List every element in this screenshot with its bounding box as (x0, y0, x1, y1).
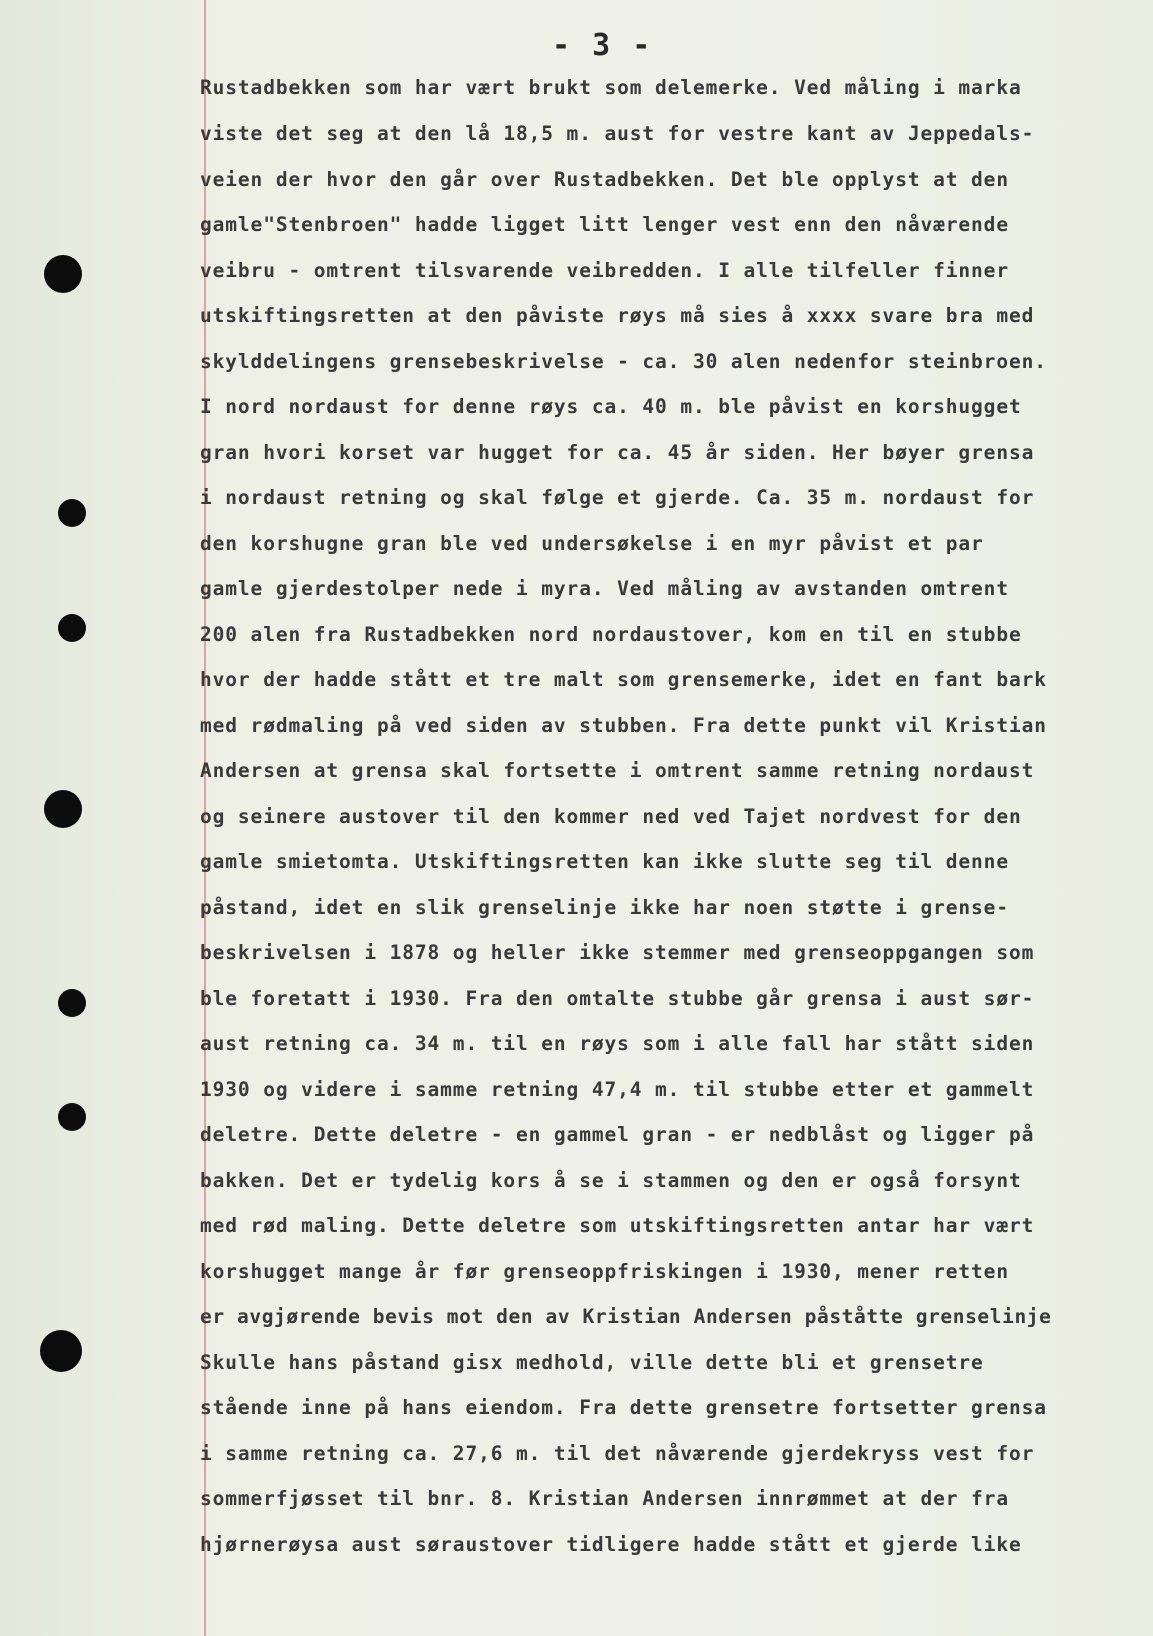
text-line: 200 alen fra Rustadbekken nord nordaustover, kom en til en stubbe (200, 623, 1022, 646)
text-line: Andersen at grensa skal fortsette i omtrent samme retning nordaust (200, 759, 1035, 782)
text-line: hjørnerøysa aust søraustover tidligere hadde stått et gjerde like (200, 1533, 1022, 1556)
text-line: sommerfjøsset til bnr. 8. Kristian Andersen innrømmet at der fra (200, 1487, 1009, 1510)
text-line: stående inne på hans eiendom. Fra dette grensetre fortsetter grensa (200, 1396, 1047, 1419)
punch-hole (44, 790, 82, 828)
text-line: Rustadbekken som har vært brukt som delemerke. Ved måling i marka (200, 76, 1022, 99)
text-line: gamle smietomta. Utskiftingsretten kan ikke slutte seg til denne (200, 850, 1009, 873)
text-line: bakken. Det er tydelig kors å se i stammen og den er også forsynt (200, 1169, 1022, 1192)
text-line: i samme retning ca. 27,6 m. til det nåværende gjerdekryss vest for (200, 1442, 1035, 1465)
text-line: med rødmaling på ved siden av stubben. Fra dette punkt vil Kristian (200, 714, 1047, 737)
text-line: beskrivelsen i 1878 og heller ikke stemmer med grenseoppgangen som (200, 941, 1035, 964)
punch-hole (58, 989, 86, 1017)
text-line: er avgjørende bevis mot den av Kristian Andersen påståtte grenselinje (200, 1305, 1052, 1328)
text-line: aust retning ca. 34 m. til en røys som i alle fall har stått siden (200, 1032, 1035, 1055)
text-line: og seinere austover til den kommer ned ved Tajet nordvest for den (200, 805, 1022, 828)
text-line: gamle gjerdestolper nede i myra. Ved måling av avstanden omtrent (200, 577, 1009, 600)
text-line: i nordaust retning og skal følge et gjerde. Ca. 35 m. nordaust for (200, 486, 1035, 509)
text-line: veibru - omtrent tilsvarende veibredden. I alle tilfeller finner (200, 259, 1009, 282)
text-line: 1930 og videre i samme retning 47,4 m. til stubbe etter et gammelt (200, 1078, 1035, 1101)
text-line: den korshugne gran ble ved undersøkelse i en myr påvist et par (200, 532, 984, 555)
text-line: ble foretatt i 1930. Fra den omtalte stubbe går grensa i aust sør- (200, 987, 1035, 1010)
text-line: veien der hvor den går over Rustadbekken. Det ble opplyst at den (200, 168, 1009, 191)
text-line: skylddelingens grensebeskrivelse - ca. 30 alen nedenfor steinbroen. (200, 350, 1047, 373)
text-line: med rød maling. Dette deletre som utskiftingsretten antar har vært (200, 1214, 1035, 1237)
text-line: påstand, idet en slik grenselinje ikke har noen støtte i grense- (200, 896, 1009, 919)
punch-hole (44, 255, 82, 293)
text-line: deletre. Dette deletre - en gammel gran - er nedblåst og ligger på (200, 1123, 1035, 1146)
text-line: gran hvori korset var hugget for ca. 45 år siden. Her bøyer grensa (200, 441, 1035, 464)
text-line: viste det seg at den lå 18,5 m. aust for vestre kant av Jeppedals- (200, 122, 1035, 145)
page-number: - 3 - (552, 28, 653, 63)
punch-hole (40, 1330, 82, 1372)
text-line: Skulle hans påstand gisx medhold, ville dette bli et grensetre (200, 1351, 984, 1374)
text-line: utskiftingsretten at den påviste røys må sies å xxxx svare bra med (200, 304, 1035, 327)
text-line: hvor der hadde stått et tre malt som grensemerke, idet en fant bark (200, 668, 1047, 691)
text-line: gamle"Stenbroen" hadde ligget litt lenger vest enn den nåværende (200, 213, 1009, 236)
punch-hole (58, 1103, 86, 1131)
punch-hole (58, 614, 86, 642)
text-line: korshugget mange år før grenseoppfriskingen i 1930, mener retten (200, 1260, 1009, 1283)
punch-hole (58, 499, 86, 527)
text-line: I nord nordaust for denne røys ca. 40 m. ble påvist en korshugget (200, 395, 1022, 418)
